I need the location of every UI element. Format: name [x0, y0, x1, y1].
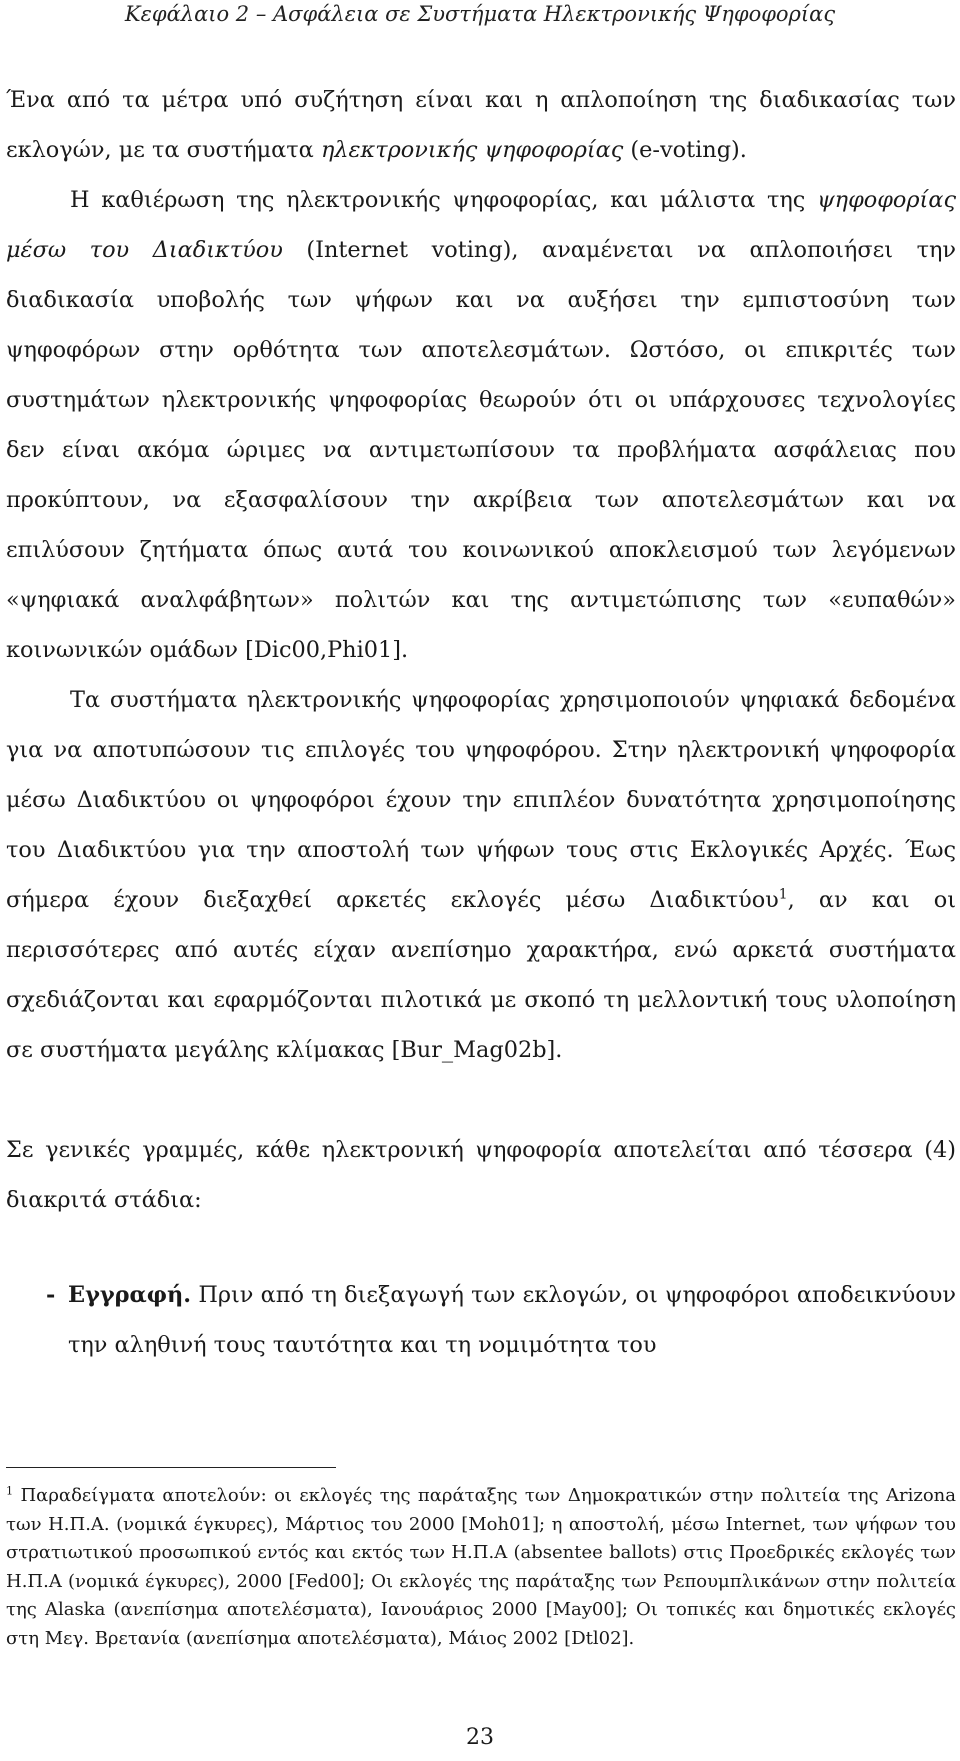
paragraph-3: [6, 675, 956, 1075]
footnote-reference[interactable]: 1: [778, 886, 788, 903]
footnote-marker: 1: [6, 1484, 14, 1498]
paragraph-2: [6, 175, 956, 675]
list-item-text: [68, 1270, 956, 1370]
body-text: [6, 75, 956, 1370]
list-bullet: [6, 1270, 68, 1370]
list-item-registration: [6, 1270, 956, 1370]
paragraph-2-text: Η καθιέρωση της ηλεκτρονικής ψηφοφορίας, και μάλιστα της: [70, 187, 818, 213]
list-item-description: Πριν από τη διεξαγωγή των εκλογών, οι ψηφοφόροι αποδεικνύουν την αληθινή τους ταυτότητα και τη νομιμότητα του: [68, 1282, 956, 1358]
footnotes: [6, 1482, 956, 1654]
footnote-1: [6, 1482, 956, 1654]
list-bullet-dash: -: [46, 1282, 56, 1308]
paragraph-4: [6, 1125, 956, 1225]
footnote-separator: [6, 1467, 336, 1468]
list-spacer: [6, 1225, 956, 1270]
footnote-text: Παραδείγματα αποτελούν: οι εκλογές της παράταξης των Δημοκρατικών στην πολιτεία της Arizona των Η.Π.Α. (νομικά έγκυρες), Μάρτιος του 2000 [Moh01]; η αποστολή, μέσω Internet, των ψήφων του στρατιωτικού προσωπικού εντός και εκτός των Η.Π.Α (absentee ballots) στις Προεδρικές εκλογές των Η.Π.Α (νομικά έγκυρες), 2000 [Fed00]; Οι εκλογές της παράταξης των Ρεπουμπλικάνων στην πολιτεία της Alaska (ανεπίσημα αποτελέσματα), Ιανουάριος 2000 [May00]; Οι τοπικές και δημοτικές εκλογές στη Μεγ. Βρετανία (ανεπίσημα αποτελέσματα), Μάιος 2002 [Dtl02].: [6, 1485, 956, 1649]
running-header: Κεφάλαιο 2 – Ασφάλεια σε Συστήματα Ηλεκτρονικής Ψηφοφορίας: [124, 2, 836, 26]
list-item-term: Εγγραφή.: [68, 1282, 192, 1308]
paragraph-2-rest: (Internet voting), αναμένεται να απλοποιήσει την διαδικασία υποβολής των ψήφων και να αυξήσει την εμπιστοσύνη των ψηφοφόρων στην ορθότητα των αποτελεσμάτων. Ωστόσο, οι επικριτές των συστημάτων ηλεκτρονικής ψηφοφορίας θεωρούν ότι οι υπάρχουσες τεχνολογίες δεν είναι ακόμα ώριμες να αντιμετωπίσουν τα προβλήματα ασφάλειας που προκύπτουν, να εξασφαλίσουν την ακρίβεια των αποτελεσμάτων και να επιλύσουν ζητήματα όπως αυτά του κοινωνικού αποκλεισμού των λεγόμενων «ψηφιακά αναλφάβητων» πολιτών και της αντιμετώπισης των «ευπαθών» κοινωνικών ομάδων [Dic00,Phi01].: [6, 237, 956, 663]
paragraph-2-italic: ψηφοφορίας μέσω του Διαδικτύου: [6, 187, 956, 263]
paragraph-3-rest: , αν και οι περισσότερες από αυτές είχαν ανεπίσημο χαρακτήρα, ενώ αρκετά συστήματα σχεδιάζονται και εφαρμόζονται πιλοτικά με σκοπό τη μελλοντική τους υλοποίηση σε συστήματα μεγάλης κλίμακας [Bur_Mag02b].: [6, 887, 956, 1063]
paragraph-spacer: [6, 1075, 956, 1125]
paragraph-3-text: Τα συστήματα ηλεκτρονικής ψηφοφορίας χρησιμοποιούν ψηφιακά δεδομένα για να αποτυπώσουν τις επιλογές του ψηφοφόρου. Στην ηλεκτρονική ψηφοφορία μέσω Διαδικτύου οι ψηφοφόροι έχουν την επιπλέον δυνατότητα χρησιμοποίησης του Διαδικτύου για την αποστολή των ψήφων τους στις Εκλογικές Αρχές. Έως σήμερα έχουν διεξαχθεί αρκετές εκλογές μέσω Διαδικτύου: [6, 687, 956, 913]
paragraph-1: [6, 75, 956, 175]
paragraph-1-text: Ένα από τα μέτρα υπό συζήτηση είναι και η απλοποίηση της διαδικασίας των εκλογών, με τα συστήματα: [6, 87, 956, 163]
page-number: 23: [466, 1725, 494, 1750]
paragraph-1-end: (e-voting).: [623, 137, 747, 163]
paragraph-4-text: Σε γενικές γραμμές, κάθε ηλεκτρονική ψηφοφορία αποτελείται από τέσσερα (4) διακριτά στάδια:: [6, 1137, 956, 1213]
paragraph-1-italic: ηλεκτρονικής ψηφοφορίας: [320, 137, 624, 163]
